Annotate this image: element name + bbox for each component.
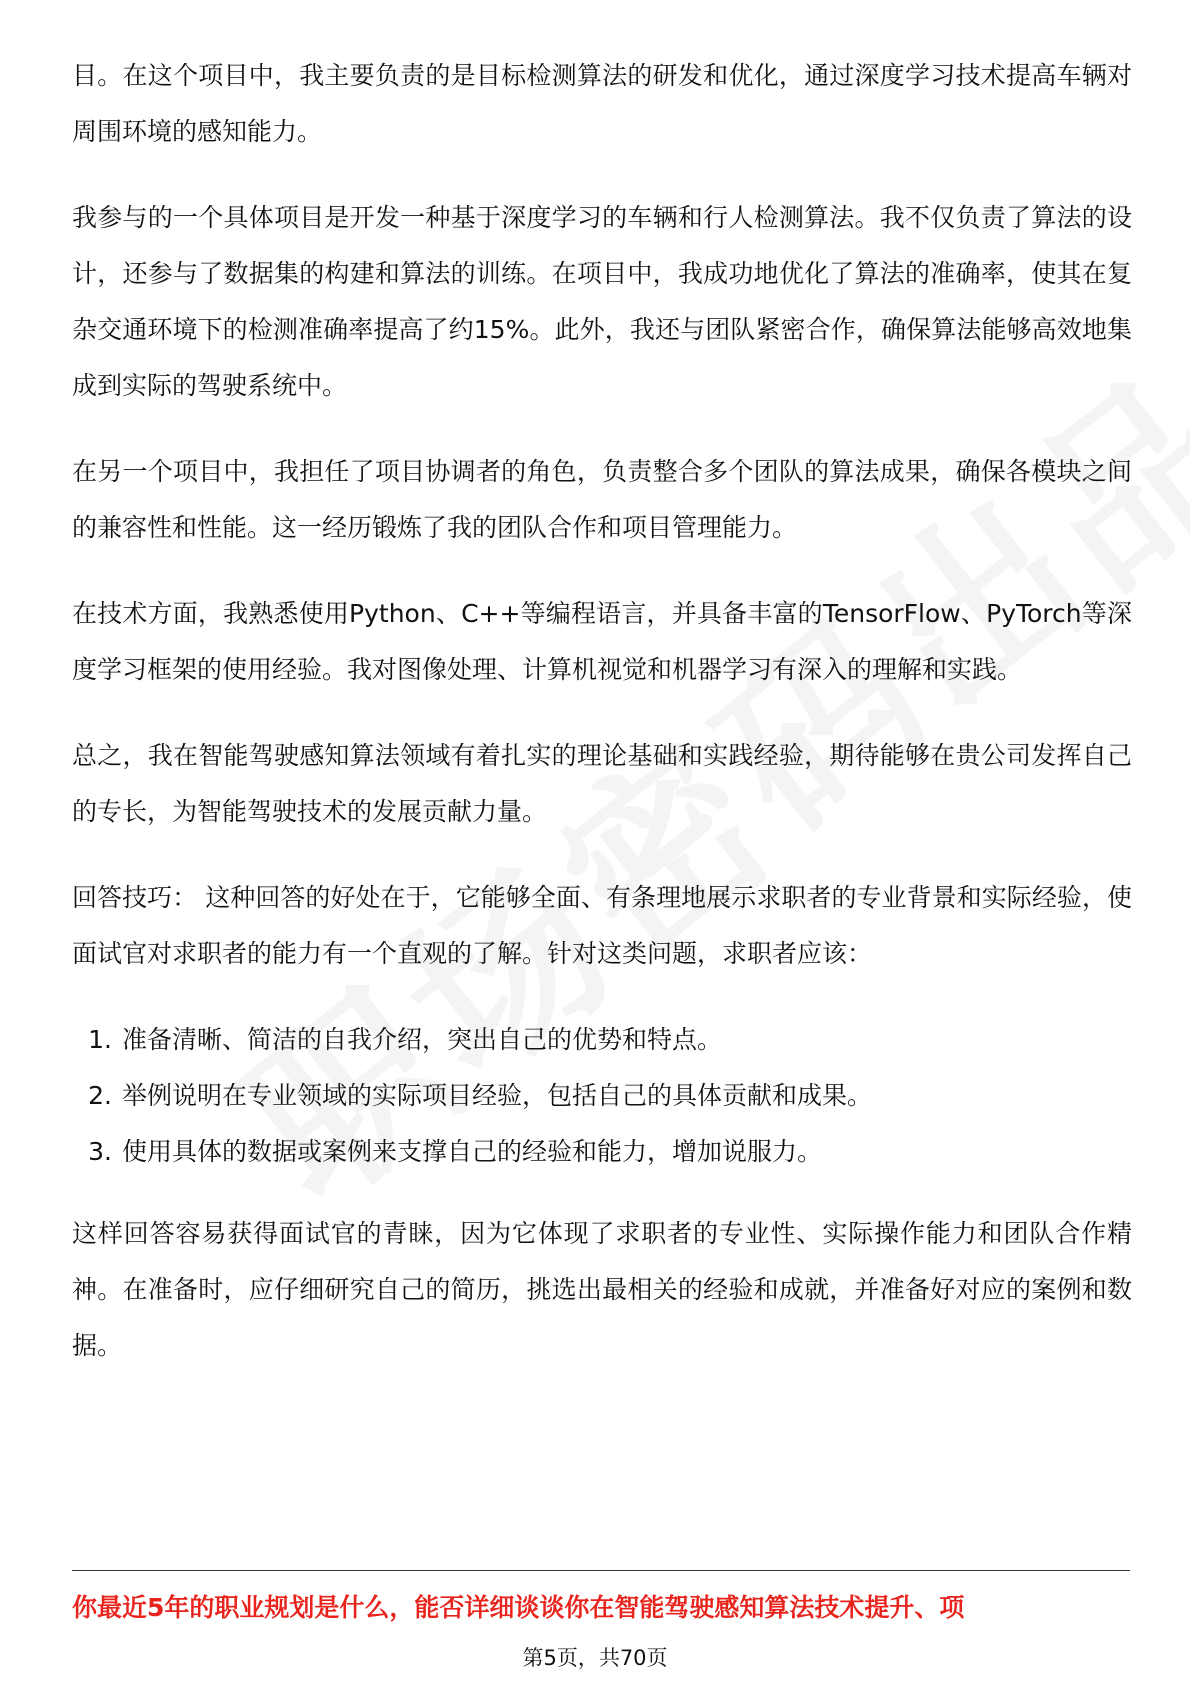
list-item-number: 3. <box>88 1137 112 1166</box>
list-item <box>72 1012 1132 1068</box>
next-question-heading: 你最近5年的职业规划是什么，能否详细谈谈你在智能驾驶感知算法技术提升、项 <box>72 1593 965 1622</box>
paragraph-technical-skills: 在技术方面，我熟悉使用Python、C++等编程语言，并具备丰富的TensorFlow、PyTorch等深度学习框架的使用经验。我对图像处理、计算机视觉和机器学习有深入的理解和实践。 <box>72 599 1132 684</box>
paragraph-detection-project: 我参与的一个具体项目是开发一种基于深度学习的车辆和行人检测算法。我不仅负责了算法的设计，还参与了数据集的构建和算法的训练。在项目中，我成功地优化了算法的准确率，使其在复杂交通环境下的检测准确率提高了约15%。此外，我还与团队紧密合作，确保算法能够高效地集成到实际的驾驶系统中。 <box>72 203 1132 400</box>
list-item-text: 举例说明在专业领域的实际项目经验，包括自己的具体贡献和成果。 <box>122 1081 873 1110</box>
paragraph-project-intro: 目。在这个项目中，我主要负责的是目标检测算法的研发和优化，通过深度学习技术提高车辆对周围环境的感知能力。 <box>72 61 1132 146</box>
list-item <box>72 1068 1132 1124</box>
section-divider <box>72 1570 1130 1571</box>
document-body <box>72 48 1132 1404</box>
list-item <box>72 1124 1132 1180</box>
list-item-text: 使用具体的数据或案例来支撑自己的经验和能力，增加说服力。 <box>122 1137 823 1166</box>
paragraph-coordinator-role: 在另一个项目中，我担任了项目协调者的角色，负责整合多个团队的算法成果，确保各模块之间的兼容性和性能。这一经历锻炼了我的团队合作和项目管理能力。 <box>72 457 1132 542</box>
list-item-text: 准备清晰、简洁的自我介绍，突出自己的优势和特点。 <box>122 1025 723 1054</box>
paragraph-answer-tips: 回答技巧： 这种回答的好处在于，它能够全面、有条理地展示求职者的专业背景和实际经验，使面试官对求职者的能力有一个直观的了解。针对这类问题，求职者应该： <box>72 883 1132 968</box>
list-item-number: 2. <box>88 1081 112 1110</box>
paragraph-summary: 总之，我在智能驾驶感知算法领域有着扎实的理论基础和实践经验，期待能够在贵公司发挥自己的专长，为智能驾驶技术的发展贡献力量。 <box>72 741 1132 826</box>
list-item-number: 1. <box>88 1025 112 1054</box>
tips-list <box>72 1012 1132 1180</box>
paragraph-closing: 这样回答容易获得面试官的青睐，因为它体现了求职者的专业性、实际操作能力和团队合作精神。在准备时，应仔细研究自己的简历，挑选出最相关的经验和成就，并准备好对应的案例和数据。 <box>72 1219 1132 1360</box>
page-number-footer: 第5页，共70页 <box>522 1646 668 1670</box>
